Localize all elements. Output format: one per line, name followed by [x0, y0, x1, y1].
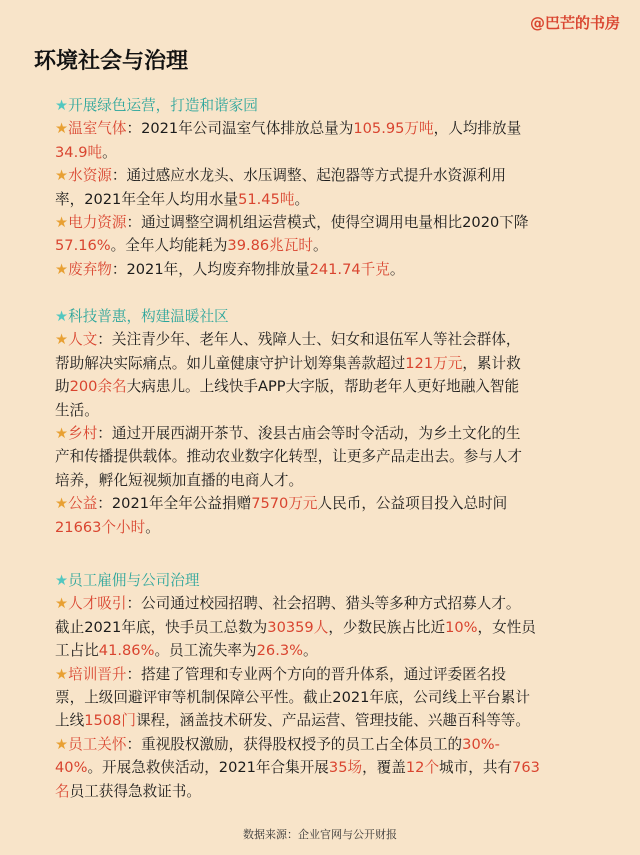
text-segment: 大病患儿。上线快手APP大字版，帮助老年人更好地融入智能: [126, 378, 520, 396]
paragraph-line: [55, 592, 615, 615]
paragraph-line: [55, 639, 615, 662]
text-segment: ：搭建了管理和专业两个方向的晋升体系，通过评委匿名投: [126, 665, 506, 683]
highlight-value: 241.74千克: [309, 260, 390, 278]
star-icon: ★: [55, 595, 69, 613]
text-segment: ：通过调整空调机组运营模式，使得空调用电量相比2020下降: [126, 214, 529, 232]
paragraph-line: [55, 445, 615, 468]
text-segment: 员工获得急救证书。: [69, 782, 201, 800]
text-segment: ：关注青少年、老年人、残障人士、妇女和退伍军人等社会群体，: [97, 331, 521, 349]
text-segment: 率，2021年全年人均用水量: [55, 190, 239, 208]
paragraph-line: [55, 756, 615, 779]
text-segment: 人民币，公益项目投入总时间: [317, 495, 508, 513]
text-segment: 。: [312, 237, 328, 255]
star-icon: ★: [55, 260, 69, 278]
paragraph-line: [55, 709, 615, 732]
star-icon: ★: [55, 735, 69, 753]
paragraph-line: [55, 686, 615, 709]
text-segment: 。: [102, 143, 117, 161]
item-label: 温室气体: [68, 120, 127, 138]
highlight-value: 39.86兆瓦时: [227, 237, 313, 255]
paragraph-line: [55, 516, 615, 539]
text-segment: 助: [55, 378, 70, 396]
paragraph-line: [55, 733, 615, 756]
section-green-operations: [55, 94, 615, 281]
paragraph-line: [55, 164, 615, 187]
section-heading: [55, 569, 615, 592]
section-employment-governance: [55, 569, 615, 803]
text-segment: 城市，共有: [439, 759, 513, 777]
star-icon: ★: [55, 97, 69, 114]
text-segment: ：2021年公司温室气体排放总量为: [126, 120, 354, 138]
highlight-value: 12个: [405, 759, 440, 777]
paragraph-line: [55, 117, 615, 140]
highlight-value: 121万元: [405, 354, 463, 372]
highlight-value: 200余名: [69, 378, 127, 396]
text-segment: 票，上级回避评审等机制保障公平性。截止2021年底，公司线上平台累计: [55, 689, 530, 707]
highlight-value: 10%: [445, 618, 478, 636]
item-label: 乡村: [68, 425, 98, 443]
paragraph-line: [55, 328, 615, 351]
paragraph-line: [55, 616, 615, 639]
text-segment: 。全年人均能耗为: [110, 237, 228, 255]
text-segment: 工占比: [55, 642, 99, 660]
paragraph-line: [55, 492, 615, 515]
page-title: 环境社会与治理: [34, 49, 189, 74]
highlight-value: 30359人: [267, 618, 329, 636]
text-segment: 产和传播提供载体。推动农业数字化转型，让更多产品走出去。参与人才: [55, 448, 523, 466]
text-segment: ，覆盖: [362, 759, 406, 777]
paragraph-line: [55, 141, 615, 164]
text-segment: 。: [294, 190, 310, 208]
highlight-value: 35场: [328, 759, 363, 777]
section-heading: [55, 305, 615, 328]
text-segment: ：2021年全年公益捐赠: [97, 495, 252, 513]
paragraph-line: [55, 780, 615, 803]
star-icon: ★: [55, 331, 69, 349]
text-segment: 生活。: [55, 401, 99, 419]
paragraph-line: [55, 258, 615, 281]
item-label: 水资源: [68, 167, 112, 185]
item-label: 培训晋升: [68, 665, 127, 683]
star-icon: ★: [55, 308, 69, 325]
highlight-value: 1508门: [84, 712, 136, 730]
highlight-value: 51.45吨: [238, 190, 295, 208]
text-segment: ，人均排放量: [433, 120, 522, 138]
star-icon: ★: [55, 572, 69, 589]
highlight-value: 763: [512, 759, 540, 777]
highlight-value: 30%-: [462, 735, 500, 753]
text-segment: ：2021年，人均废弃物排放量: [111, 260, 310, 278]
paragraph-line: [55, 422, 615, 445]
highlight-value: 105.95万吨: [353, 120, 434, 138]
text-segment: 。开展急救侠活动，2021年合集开展: [87, 759, 329, 777]
item-label: 人文: [68, 331, 98, 349]
highlight-value: 26.3%: [256, 642, 303, 660]
star-icon: ★: [55, 425, 69, 443]
paragraph-line: [55, 375, 615, 398]
highlight-value: 7570万元: [251, 495, 318, 513]
text-segment: ：重视股权激励，获得股权授予的员工占全体员工的: [126, 735, 463, 753]
text-segment: 。员工流失率为: [154, 642, 257, 660]
star-icon: ★: [55, 167, 69, 185]
highlight-value: 57.16%: [55, 237, 111, 255]
text-segment: ，少数民族占比近: [328, 618, 446, 636]
star-icon: ★: [55, 665, 69, 683]
text-segment: ：通过开展西湖开茶节、浚县古庙会等时令活动，为乡土文化的生: [97, 425, 521, 443]
paragraph-line: [55, 211, 615, 234]
section-tech-community: [55, 305, 615, 539]
highlight-value: 21663个小时: [55, 518, 146, 536]
paragraph-line: [55, 352, 615, 375]
section-heading: [55, 94, 615, 117]
text-segment: ：公司通过校园招聘、社会招聘、猎头等多种方式招募人才。: [126, 595, 521, 613]
text-segment: 上线: [55, 712, 85, 730]
section-heading-text: 开展绿色运营，打造和谐家园: [68, 97, 258, 114]
text-segment: ，累计救: [462, 354, 521, 372]
item-label: 废弃物: [68, 260, 112, 278]
text-segment: 培养，孵化短视频加直播的电商人才。: [55, 471, 304, 489]
watermark: @巴芒的书房: [529, 14, 620, 32]
text-segment: 课程，涵盖技术研发、产品运营、管理技能、兴趣百科等等。: [135, 712, 530, 730]
text-segment: 截止2021年底，快手员工总数为: [55, 618, 268, 636]
paragraph-line: [55, 399, 615, 422]
highlight-value: 34.9吨: [55, 143, 103, 161]
text-segment: 。: [145, 518, 160, 536]
paragraph-line: [55, 469, 615, 492]
highlight-value: 40%: [55, 759, 88, 777]
item-label: 电力资源: [68, 214, 127, 232]
highlight-value: 41.86%: [98, 642, 155, 660]
text-segment: ，女性员: [477, 618, 536, 636]
section-heading-text: 科技普惠，构建温暖社区: [68, 308, 229, 325]
item-label: 公益: [68, 495, 98, 513]
text-segment: 。: [303, 642, 318, 660]
star-icon: ★: [55, 214, 69, 232]
star-icon: ★: [55, 495, 69, 513]
highlight-value: 名: [55, 782, 70, 800]
text-segment: 帮助解决实际痛点。如儿童健康守护计划筹集善款超过: [55, 354, 406, 372]
paragraph-line: [55, 188, 615, 211]
section-heading-text: 员工雇佣与公司治理: [68, 572, 200, 589]
paragraph-line: [55, 663, 615, 686]
star-icon: ★: [55, 120, 69, 138]
item-label: 人才吸引: [68, 595, 127, 613]
text-segment: ：通过感应水龙头、水压调整、起泡器等方式提升水资源利用: [111, 167, 506, 185]
data-source-note: 数据来源：企业官网与公开财报: [243, 828, 397, 841]
paragraph-line: [55, 234, 615, 257]
text-segment: 。: [389, 260, 405, 278]
item-label: 员工关怀: [68, 735, 127, 753]
